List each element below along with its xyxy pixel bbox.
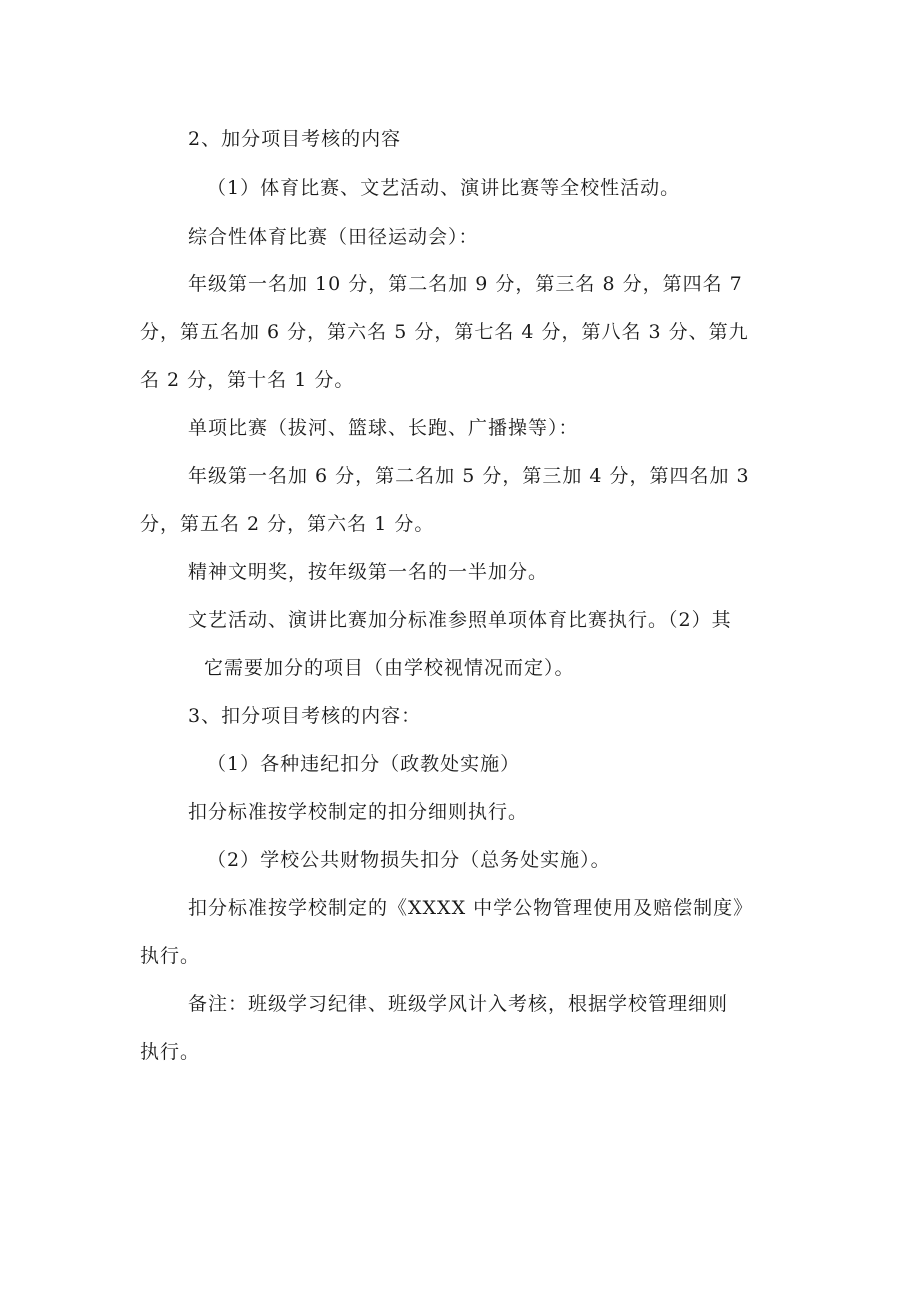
comprehensive-points-line-3: 名 2 分，第十名 1 分。 [140,369,355,391]
comprehensive-points-line-1: 年级第一名加 10 分，第二名加 9 分，第三名 8 分，第四名 7 [188,273,743,295]
section-heading-deduction: 3、扣分项目考核的内容： [188,705,422,727]
item-1-discipline: （1）各种违纪扣分（政教处实施） [207,753,521,775]
single-event-points-line-1: 年级第一名加 6 分，第二名加 5 分，第三加 4 分，第四名加 3 [188,465,750,487]
comprehensive-sports-heading: 综合性体育比赛（田径运动会）： [188,226,479,248]
single-event-heading: 单项比赛（拔河、篮球、长跑、广播操等）： [188,417,579,439]
single-event-points-line-2: 分，第五名 2 分，第六名 1 分。 [140,513,435,535]
comprehensive-points-line-2: 分，第五名加 6 分，第六名 5 分，第七名 4 分，第八名 3 分、第九 [140,321,749,343]
property-standard-line-2: 执行。 [140,945,201,967]
section-heading-bonus: 2、加分项目考核的内容 [188,128,402,150]
discipline-standard: 扣分标准按学校制定的扣分细则执行。 [188,801,529,823]
remark-line-2: 执行。 [140,1041,201,1063]
other-bonus-paragraph: 它需要加分的项目（由学校视情况而定）。 [204,657,575,679]
remark-line-1: 备注：班级学习纪律、班级学风计入考核，根据学校管理细则 [188,993,729,1015]
item-1-school-activities: （1）体育比赛、文艺活动、演讲比赛等全校性活动。 [207,177,681,199]
spirit-award-paragraph: 精神文明奖，按年级第一名的一半加分。 [188,561,549,583]
property-standard-line-1: 扣分标准按学校制定的《XXXX 中学公物管理使用及赔偿制度》 [188,897,754,919]
arts-speech-paragraph: 文艺活动、演讲比赛加分标准参照单项体育比赛执行。（2）其 [188,609,732,631]
item-2-public-property: （2）学校公共财物损失扣分（总务处实施）。 [207,849,611,871]
